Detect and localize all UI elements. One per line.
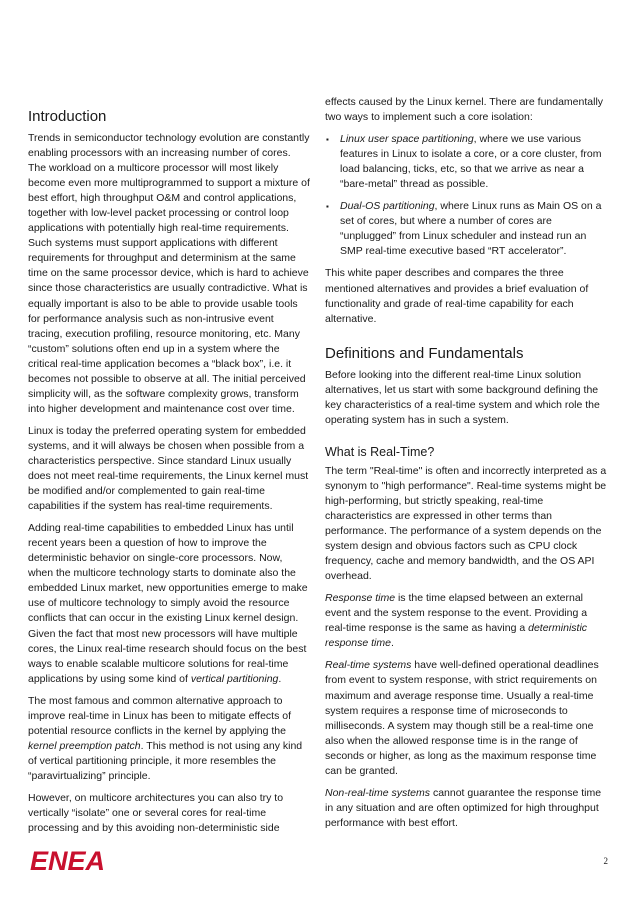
continuation-paragraph: effects caused by the Linux kernel. There are fundamentally two ways to implement such a core isolation:: [325, 96, 604, 124]
introduction-heading: Introduction: [28, 108, 107, 125]
non-real-time-paragraph: Non-real-time systems cannot guarantee the response time in any situation and are often optimized for high throughput performance with best effort.: [325, 786, 602, 829]
real-time-paragraph: The term "Real-time" is often and incorrectly interpreted as a synonym to "high performance". Real-time systems might be high-performing, but strictly speaking, real-time characteristics are expressed in other terms than performance. The performance of a system depends on the system design and obvious factors such as CPU clock frequency, cache and memory bandwidth, and the OS API overhead.: [325, 464, 607, 583]
intro-paragraph-2: Linux is today the preferred operating system for embedded systems, and it will always be chosen when possible from a characteristics perspective. Since standard Linux usually does not meet real-time requirements, the Linux kernel must be modified and/or complemented to gain real-time capabilities if the system has real-time requirements.: [28, 424, 309, 513]
intro-paragraph-4: The most famous and common alternative approach to improve real-time in Linux has been to mitigate effects of potential resource conflicts in the kernel by applying the kernel preemption patch. This method is not using any kind of vertical partitioning principle, it more resembles the “paravirtualizing” principle.: [28, 694, 303, 782]
list-item: ▪ Linux user space partitioning, where we use various features in Linux to isolate a core, or a core cluster, from load balancing, ticks, etc, so that we arrive as near a “bare-metal” thread as possible.: [326, 133, 602, 191]
square-bullet-icon: ▪: [326, 135, 329, 145]
response-time-paragraph: Response time is the time elapsed between an external event and the system response to the event. Providing a real-time response is the same as having a deterministic response time.: [325, 592, 588, 650]
intro-paragraph-3: Adding real-time capabilities to embedded Linux has until recent years been a question of how to improve the deterministic behavior on single-core processors. Now, when the multicore technology starts to dominate also the embedded Linux market, new opportunities emerge to make use of multicore technology to simply avoid the resource conflicts that can occur in the existing Linux kernel design. Given the fact that most new processors will have multiple cores, the Linux real-time research should focus on the best ways to enable scalable multicore solutions for real-time applications by using some kind of vertical partitioning.: [28, 522, 308, 685]
square-bullet-icon: ▪: [326, 202, 329, 212]
real-time-heading: What is Real-Time?: [325, 444, 435, 459]
page-number: 2: [603, 856, 608, 866]
definitions-heading: Definitions and Fundamentals: [325, 344, 524, 362]
list-item: ▪ Dual-OS partitioning, where Linux runs as Main OS on a set of cores, but where a number of cores are “unplugged” from Linux scheduler and instead run an SMP real-time executive based “RT accelerator”.: [326, 200, 602, 258]
real-time-systems-paragraph: Real-time systems have well-defined operational deadlines from event to system response, with strict requirements on maximum and average response time. Usually a real-time system requires a response time of microseconds to milliseconds. A system may though still be a real-time one also when the allowed response time is in the range of seconds or higher, as long as the maximum response time can be granted.: [325, 659, 599, 777]
white-paper-paragraph: This white paper describes and compares the three mentioned alternatives and provides a brief evaluation of functionality and grade of real-time capability for each alternative.: [325, 267, 589, 325]
intro-paragraph-5: However, on multicore architectures you can also try to vertically “isolate” one or several cores for real-time processing and by this avoiding non-deterministic side: [28, 791, 284, 835]
isolation-methods-list: [325, 132, 610, 259]
definitions-paragraph: Before looking into the different real-time Linux solution alternatives, let us start with some background defining the key characteristics of a real-time system and which role the operating system has in such a system.: [325, 368, 600, 426]
enea-logo: [30, 845, 130, 875]
right-column: [325, 95, 610, 838]
left-column: [28, 108, 310, 843]
logo-text: ENEA: [30, 846, 106, 875]
intro-paragraph-1: Trends in semiconductor technology evolution are constantly enabling processors with an increasing number of cores. The workload on a multicore processor will most likely become even more multiprogrammed to support a mixture of best effort, high throughput O&M and control applications, together with low-level packet processing or control loop applications with potentially high real-time requirements. Such systems must support applications with different requirements for throughput and determinism at the same time on the same processor device, which is hard to achieve since those characteristics are usually contradictive. What is equally important is also to be able to provide usable tools for performance analysis such as non-intrusive event tracing, execution profiling, resource monitoring, etc. Many “custom” solutions often end up in a system where the critical real-time application becomes a “black box”, i.e. it becomes not possible to observe at all. The initial perceived simplicity will, as the software complexity grows, transform into higher development and maintenance cost over time.: [28, 132, 310, 415]
